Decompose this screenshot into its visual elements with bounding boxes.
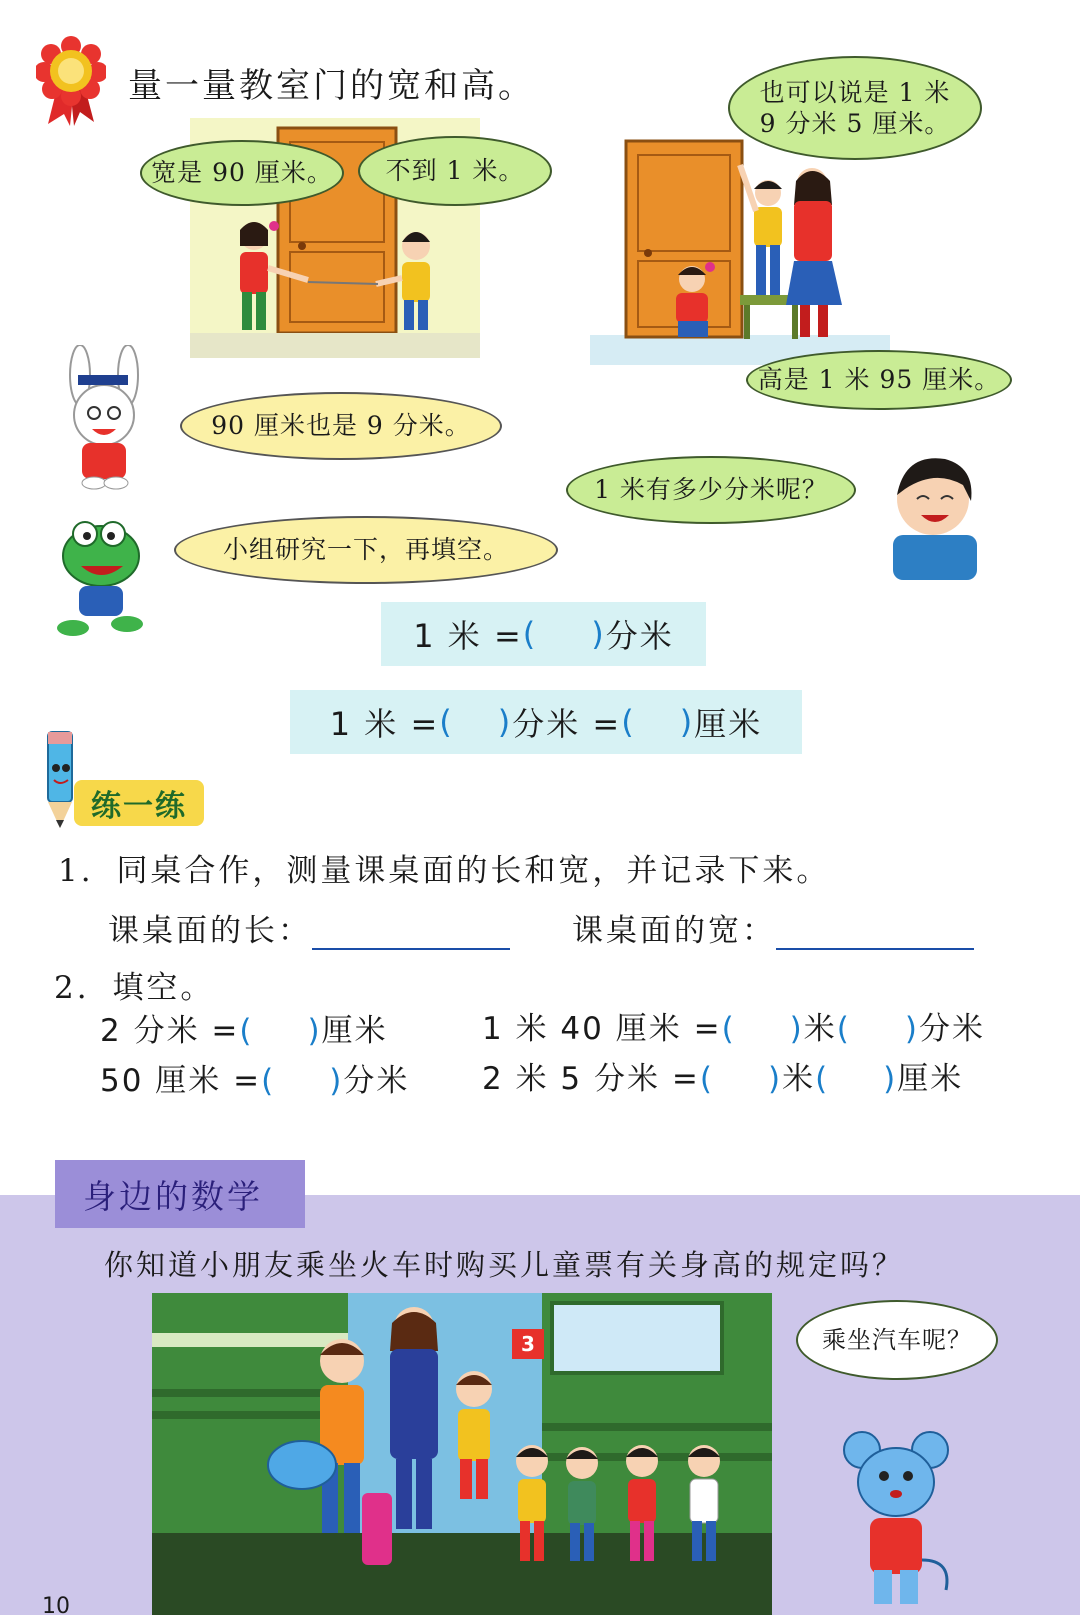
train-illustration [152,1293,772,1615]
desk-width-row [572,905,974,950]
formula2-left: 1 米 = [329,705,440,743]
speech-bubble-height: 高是 1 米 95 厘米。 [746,350,1012,410]
desk-length-blank[interactable] [312,916,510,950]
question-1-text: 同桌合作，测量课桌面的长和宽，并记录下来。 [116,853,831,889]
practice-header-label: 练一练 [91,789,187,824]
formula2-unit2: 厘米 [694,705,763,743]
fill-item-2 [482,1003,985,1048]
fill-item-2-unit-1: 米 [803,1011,837,1047]
fill-item-2-pre: 1 米 40 厘米 = [482,1011,722,1047]
speech-bubble-bus: 乘坐汽车呢？ [796,1300,998,1380]
question-2-text: 填空。 [112,970,215,1006]
speech-bubble-how-many-dm: 1 米有多少分米呢？ [566,456,856,524]
formula2-close-1: ) [497,703,513,741]
speech-bubble-also-say [728,56,982,160]
desk-length-row [108,905,510,950]
question-1 [58,845,830,890]
rosette-icon [36,36,106,126]
fill-item-1 [100,1005,388,1050]
fill-item-3-open: ( [261,1063,276,1099]
frog-mascot [45,512,155,644]
formula1-unit: 分米 [605,617,674,655]
fill-item-1-open: ( [239,1013,254,1049]
math-around-question: 你知道小朋友乘坐火车时购买儿童票有关身高的规定吗？ [104,1248,905,1282]
fill-item-1-unit: 厘米 [321,1013,388,1049]
fill-item-2-open-1: ( [721,1011,736,1047]
desk-width-label: 课桌面的宽： [572,913,776,949]
desk-length-label: 课桌面的长： [108,913,312,949]
fill-item-2-unit-2: 分米 [919,1011,985,1047]
formula2-close-2: ) [679,703,695,741]
formula-meter-to-decimeter [381,602,706,666]
formula1-open: ( [522,615,538,653]
fill-item-1-close: ) [307,1013,322,1049]
fill-item-3-pre: 50 厘米 = [100,1063,262,1099]
formula-meter-to-dm-cm [290,690,802,754]
formula1-close: ) [591,615,606,653]
practice-header [74,780,204,826]
question-1-number: 1. [58,853,94,889]
fill-item-4-close-2: ) [883,1061,898,1097]
fill-item-4 [482,1053,963,1098]
door-height-illustration [590,135,890,370]
speech-bubble-also-say-line1: 也可以说是 1 米 [759,77,951,107]
speech-bubble-ninety-cm: 90 厘米也是 9 分米。 [180,392,502,460]
fill-item-3-unit: 分米 [343,1063,410,1099]
speech-bubble-research: 小组研究一下，再填空。 [174,516,558,584]
fill-item-2-close-2: ) [904,1011,919,1047]
car-number-label: 3 [521,1332,535,1356]
page-title: 量一量教室门的宽和高。 [128,66,535,106]
speech-bubble-width: 宽是 90 厘米。 [140,140,344,206]
fill-item-4-pre: 2 米 5 分米 = [482,1061,700,1097]
fill-item-4-close-1: ) [767,1061,783,1097]
mouse-mascot [838,1420,958,1610]
question-2-number: 2. [54,970,90,1006]
boy-avatar [885,445,985,580]
math-around-header: 身边的数学 [55,1160,305,1228]
formula1-left: 1 米 = [413,617,523,655]
formula2-open-1: ( [439,703,454,741]
fill-item-2-open-2: ( [836,1011,851,1047]
fill-item-3 [100,1055,409,1100]
formula2-open-2: ( [621,703,636,741]
formula2-unit1: 分米 = [512,705,622,743]
fill-item-3-close: ) [329,1063,344,1099]
fill-item-4-unit-1: 米 [782,1061,816,1097]
page-number: 10 [42,1594,70,1619]
desk-width-blank[interactable] [776,916,974,950]
fill-item-2-close-1: ) [789,1011,804,1047]
fill-item-4-unit-2: 厘米 [897,1061,964,1097]
fill-item-4-open-1: ( [699,1061,714,1097]
question-2 [54,962,214,1007]
rabbit-mascot [50,345,160,490]
fill-item-1-pre: 2 分米 = [100,1013,240,1049]
speech-bubble-also-say-line2: 9 分米 5 厘米。 [759,109,951,138]
fill-item-4-open-2: ( [815,1061,830,1097]
speech-bubble-not-one-meter: 不到 1 米。 [358,136,552,206]
